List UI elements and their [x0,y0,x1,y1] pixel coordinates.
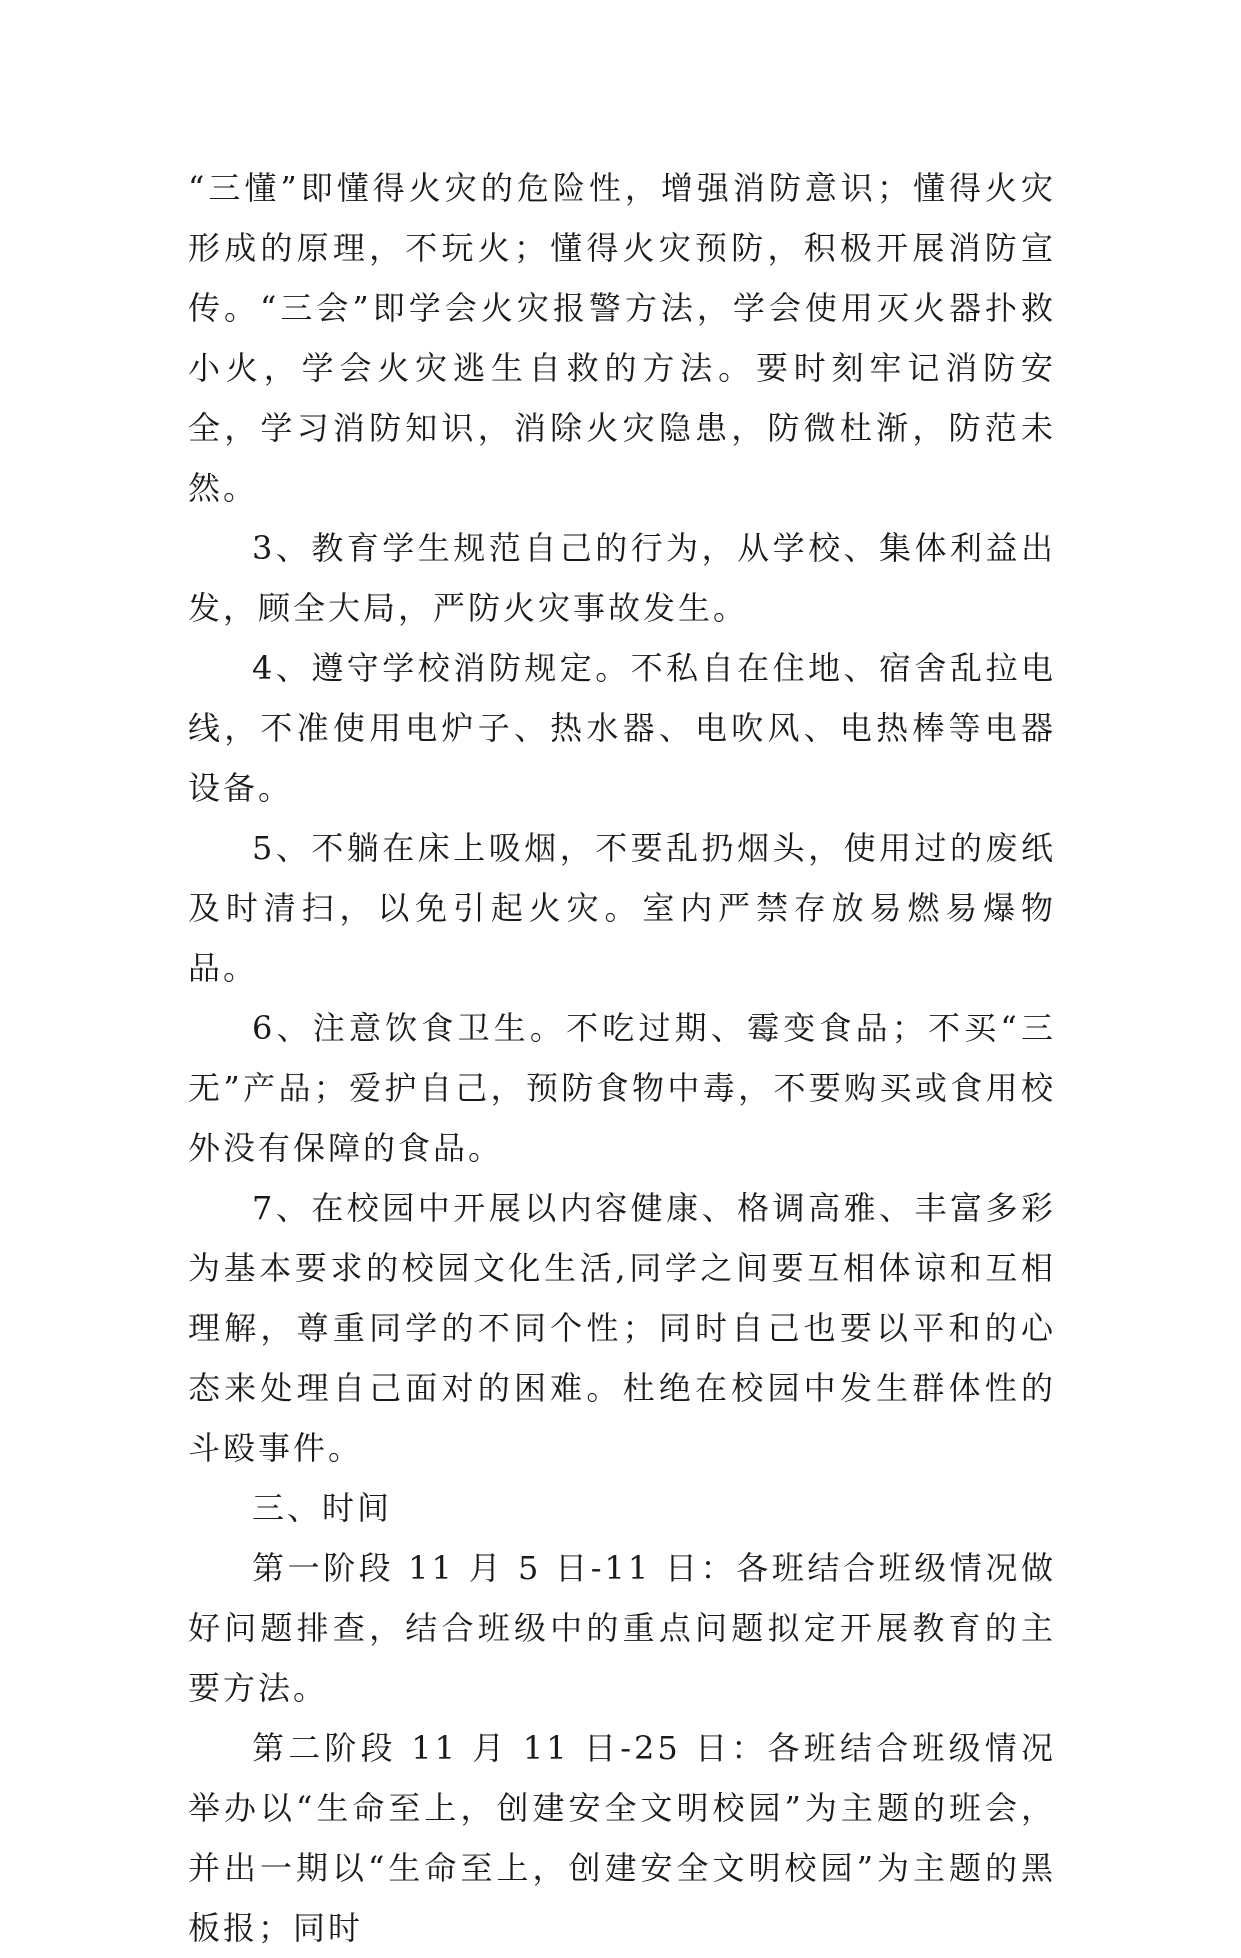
section-heading-time: 三、时间 [252,1489,393,1527]
paragraph-item-6: 6、注意饮食卫生。不吃过期、霉变食品；不买“三无”产品；爱护自己，预防食物中毒，不要购买或食用校外没有保障的食品。 [188,1009,1056,1167]
paragraph-item-3: 3、教育学生规范自己的行为，从学校、集体利益出发，顾全大局，严防火灾事故发生。 [188,529,1056,627]
paragraph-item-4: 4、遵守学校消防规定。不私自在住地、宿舍乱拉电线，不准使用电炉子、热水器、电吹风、电热棒等电器设备。 [188,649,1056,807]
paragraph-item-5: 5、不躺在床上吸烟，不要乱扔烟头，使用过的废纸及时清扫，以免引起火灾。室内严禁存放易燃易爆物品。 [188,829,1056,987]
paragraph-three-understandings: “三懂”即懂得火灾的危险性，增强消防意识；懂得火灾形成的原理，不玩火；懂得火灾预防，积极开展消防宣传。“三会”即学会火灾报警方法，学会使用灭火器扑救小火，学会火灾逃生自救的方法。要时刻牢记消防安全，学习消防知识，消除火灾隐患，防微杜渐，防范未然。 [188,169,1056,507]
paragraph-stage-2: 第二阶段 11 月 11 日-25 日：各班结合班级情况举办以“生命至上，创建安全文明校园”为主题的班会，并出一期以“生命至上，创建安全文明校园”为主题的黑板报；同时 [188,1729,1056,1947]
document-body [188,158,1056,1958]
paragraph-stage-1: 第一阶段 11 月 5 日-11 日：各班结合班级情况做好问题排查，结合班级中的重点问题拟定开展教育的主要方法。 [188,1549,1056,1707]
paragraph-item-7: 7、在校园中开展以内容健康、格调高雅、丰富多彩为基本要求的校园文化生活,同学之间要互相体谅和互相理解，尊重同学的不同个性；同时自己也要以平和的心态来处理自己面对的困难。杜绝在校园中发生群体性的斗殴事件。 [188,1189,1056,1467]
